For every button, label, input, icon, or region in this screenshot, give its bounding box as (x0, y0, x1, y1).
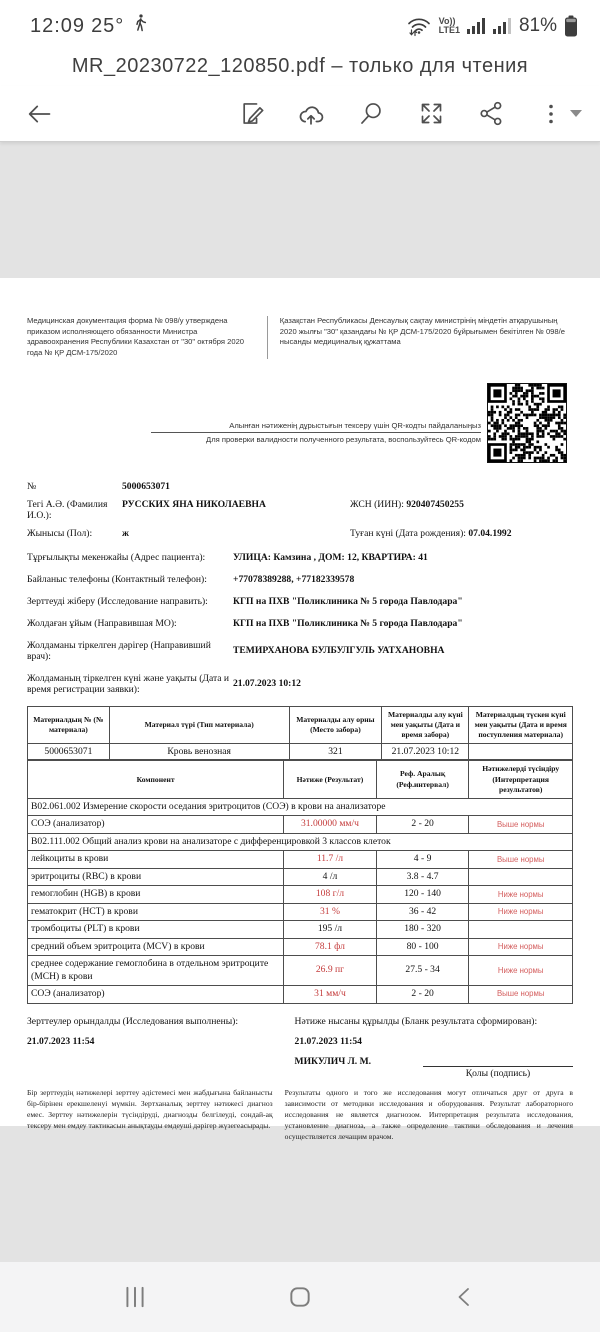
disclaimer-kk: Бір зерттеудің нәтижелері зерттеу әдістемесі мен жабдығына байланысты бір-бірінен ерекшеленуі мүмкін. Зертханалық зерттеу нәтижесі диагноз емес. Зерттеу нәтижелерін түсіндіруді, диагнозды белгілеуді, сондай-ақ тексеру мен емдеу тактикасын анықтауды емдеуші дәрігер жүзегеасырады. (27, 1087, 273, 1130)
component-cell: тромбоциты (PLT) в крови (28, 921, 284, 938)
dropdown-caret-icon[interactable] (570, 110, 582, 117)
results-data-row (28, 903, 573, 920)
materials-header-cell: Материалдың түскен күні мен уақыты (Дата и время поступления материала) (469, 706, 573, 744)
back-button[interactable] (24, 99, 54, 129)
result-cell: 195 /л (284, 921, 377, 938)
ref-interval-cell: 2 - 20 (376, 986, 469, 1003)
sex-label: Жынысы (Пол): (27, 527, 93, 539)
results-section-row: В02.061.002 Измерение скорости оседания эритроцитов (СОЭ) в крови на анализаторе (28, 799, 573, 816)
disclaimers (27, 1087, 573, 1142)
home-button[interactable] (283, 1280, 317, 1314)
cloud-upload-button[interactable] (296, 99, 326, 129)
edit-annotate-button[interactable] (236, 99, 266, 129)
more-vertical-icon (539, 101, 563, 127)
home-icon (287, 1284, 313, 1310)
qr-caption-ru: Для проверки валидности полученного результата, воспользуйтесь QR-кодом (206, 434, 481, 444)
fullscreen-icon (418, 100, 445, 127)
component-cell: СОЭ (анализатор) (28, 816, 284, 833)
patient-name: РУССКИХ ЯНА НИКОЛАЕВНА (122, 498, 266, 510)
number-label: № (27, 480, 37, 492)
interpretation-cell: Выше нормы (469, 816, 573, 833)
order-number: 5000653071 (122, 480, 170, 492)
ref-interval-cell: 36 - 42 (376, 903, 469, 920)
patient-sex: ж (122, 527, 129, 539)
result-cell: 108 г/л (284, 886, 377, 903)
signature-label: Қолы (подпись) (465, 1067, 531, 1079)
interpretation-cell (469, 921, 573, 938)
materials-cell: Кровь венозная (109, 744, 289, 760)
result-cell: 26.9 пг (284, 956, 377, 986)
results-data-row (28, 816, 573, 833)
back-nav-button[interactable] (448, 1280, 482, 1314)
execution-row (27, 1016, 573, 1079)
form-header-kk: Қазақстан Республикасы Денсаулық сақтау министрінің міндетін атқарушының 2020 жылғы "30" қазандағы № ҚР ДСМ-175/2020 бұйрығымен бекітілген № 098/е нысанды медициналық құжаттама (279, 316, 565, 347)
results-data-row (28, 851, 573, 868)
results-header-cell: Реф. Аралық (Реф.интервал) (376, 761, 469, 799)
interpretation-cell: Ниже нормы (469, 903, 573, 920)
form-header (27, 316, 573, 359)
ref-interval-cell: 80 - 100 (376, 938, 469, 955)
materials-cell: 21.07.2023 10:12 (382, 744, 469, 760)
materials-header-cell: Материалды алу күні мен уақыты (Дата и время забора) (382, 706, 469, 744)
ref-interval-cell: 180 - 320 (376, 921, 469, 938)
ref-interval-cell: 2 - 20 (376, 816, 469, 833)
info-row: Тұрғылықты мекенжайы (Адрес пациента): УЛИЦА: Камзина , ДОМ: 12, КВАРТИРА: 41 (27, 551, 428, 563)
component-cell: среднее содержание гемоглобина в отдельном эритроците (MCH) в крови (28, 956, 284, 986)
doctor-name: МИКУЛИЧ Л. М. (294, 1055, 372, 1067)
search-icon (358, 100, 385, 127)
wifi-icon (406, 15, 432, 37)
patient-identity-block (27, 481, 573, 539)
temperature: 25° (91, 14, 125, 37)
interpretation-cell: Ниже нормы (469, 938, 573, 955)
interpretation-cell: Выше нормы (469, 851, 573, 868)
result-cell: 31.00000 мм/ч (284, 816, 377, 833)
interpretation-cell: Ниже нормы (469, 956, 573, 986)
pdf-viewer-canvas[interactable] (0, 142, 600, 1262)
qr-caption-kk: Алынған нәтиженің дұрыстығын тексеру үшін QR-кодты пайдаланыңыз (151, 421, 481, 433)
ref-interval-cell: 3.8 - 4.7 (376, 868, 469, 885)
birth-label: Туған күні (Дата рождения): (350, 527, 469, 539)
birth-row (350, 528, 573, 539)
recents-button[interactable] (118, 1280, 152, 1314)
component-cell: средний объем эритроцита (MCV) в крови (28, 938, 284, 955)
qr-code (487, 383, 567, 463)
info-row: Жолдаманың тіркелген күні және уақыты (Дата и время регистрации заявки): 21.07.2023 10:12 (27, 672, 301, 695)
component-cell: СОЭ (анализатор) (28, 986, 284, 1003)
share-button[interactable] (476, 99, 506, 129)
more-options-button[interactable] (536, 99, 566, 129)
recents-icon (122, 1284, 148, 1310)
results-section-row: В02.111.002 Общий анализ крови на анализаторе с дифференцировкой 3 классов клеток (28, 833, 573, 850)
result-cell: 11.7 /л (284, 851, 377, 868)
iin-label: ЖСН (ИИН): (350, 498, 407, 510)
result-cell: 31 % (284, 903, 377, 920)
patient-birth-date: 07.04.1992 (468, 527, 512, 539)
materials-cell: 5000653071 (28, 744, 110, 760)
materials-header-cell: Материалды алу орны (Место забора) (289, 706, 382, 744)
result-cell: 4 /л (284, 868, 377, 885)
form-header-ru: Медицинская документация форма № 098/у утверждена приказом исполняющего обязанности Министра здравоохранения Республики Казахстан от "30" октября 2020 года № ҚР ДСМ-175/2020 (27, 316, 245, 357)
results-header-cell: Нәтиже (Результат) (284, 761, 377, 799)
ref-interval-cell: 4 - 9 (376, 851, 469, 868)
disclaimer-ru: Результаты одного и того же исследования могут отличаться друг от друга в зависимости от методики исследования и оборудования. Результат лабораторного исследования не является диагнозом. Интерпретация результата исследования, установление диагноза, а также определение тактики обследования и лечения осуществляется лечащим врачом. (284, 1087, 573, 1141)
results-data-row (28, 986, 573, 1003)
component-cell: гемоглобин (HGB) в крови (28, 886, 284, 903)
iin-row (350, 499, 573, 521)
materials-cell: 321 (289, 744, 382, 760)
signal-bars-icon-1 (467, 17, 486, 35)
pdf-page (0, 278, 600, 1141)
interpretation-cell: Ниже нормы (469, 886, 573, 903)
network-type-label: Vo)) LTE1 (438, 16, 460, 35)
cloud-upload-icon (297, 100, 325, 128)
toolbar (0, 86, 600, 142)
patient-iin: 920407450255 (406, 498, 464, 510)
battery-percent: 81% (518, 15, 557, 36)
ref-interval-cell: 120 - 140 (376, 886, 469, 903)
edit-document-icon (238, 100, 265, 127)
materials-header-cell: Материалдың № (№ материала) (28, 706, 110, 744)
results-table (27, 760, 573, 1003)
results-data-row (28, 886, 573, 903)
search-button[interactable] (356, 99, 386, 129)
result-cell: 78.1 фл (284, 938, 377, 955)
results-header-cell: Нәтижелерді түсіндіру (Интерпретация результатов) (469, 761, 573, 799)
android-navigation-bar (0, 1262, 600, 1332)
info-row: Жолдаған ұйым (Направившая МО): КГП на ПХВ "Поликлиника № 5 города Павлодара" (27, 617, 463, 629)
status-bar (0, 0, 600, 46)
ref-interval-cell: 27.5 - 34 (376, 956, 469, 986)
component-cell: гематокрит (HCT) в крови (28, 903, 284, 920)
patient-info-block (27, 552, 573, 695)
component-cell: эритроциты (RBC) в крови (28, 868, 284, 885)
fullscreen-button[interactable] (416, 99, 446, 129)
signature-line (423, 1066, 573, 1067)
results-data-row (28, 956, 573, 986)
back-chevron-icon (453, 1284, 477, 1310)
component-cell: лейкоциты в крови (28, 851, 284, 868)
walking-person-icon (130, 12, 150, 40)
results-header-cell: Компонент (28, 761, 284, 799)
materials-cell (469, 744, 573, 760)
clock: 12:09 (30, 14, 86, 37)
signature-block (423, 1056, 573, 1079)
info-row: Байланыс телефоны (Контактный телефон): +77078389288, +77182339578 (27, 573, 355, 585)
results-data-row (28, 938, 573, 955)
qr-zone (27, 365, 573, 477)
result-cell: 31 мм/ч (284, 986, 377, 1003)
document-title: MR_20230722_120850.pdf – только для чтения (71, 54, 529, 77)
name-label: Тегі А.Ә. (Фамилия И.О.): (27, 498, 108, 521)
interpretation-cell (469, 868, 573, 885)
materials-table (27, 706, 573, 761)
info-row: Жолдаманы тіркелген дәрігер (Направивший врач): ТЕМИРХАНОВА БУЛБУЛГУЛЬ УАТХАНОВНА (27, 639, 445, 662)
info-row: Зерттеуді жіберу (Исследование направить): КГП на ПХВ "Поликлиника № 5 города Павлодара" (27, 595, 463, 607)
results-data-row (28, 868, 573, 885)
results-data-row (28, 921, 573, 938)
share-icon (478, 100, 505, 127)
battery-icon (564, 15, 578, 37)
materials-header-cell: Материал түрі (Тип материала) (109, 706, 289, 744)
formed-label: Нәтиже нысаны құрылды (Бланк результата сформирован): (294, 1015, 538, 1027)
interpretation-cell: Выше нормы (469, 986, 573, 1003)
signal-bars-icon-2 (493, 17, 512, 35)
performed-date: 21.07.2023 11:54 (27, 1035, 95, 1047)
performed-label: Зерттеулер орындалды (Исследования выполнены): (27, 1015, 239, 1027)
formed-date: 21.07.2023 11:54 (294, 1035, 362, 1047)
materials-row (28, 744, 573, 760)
